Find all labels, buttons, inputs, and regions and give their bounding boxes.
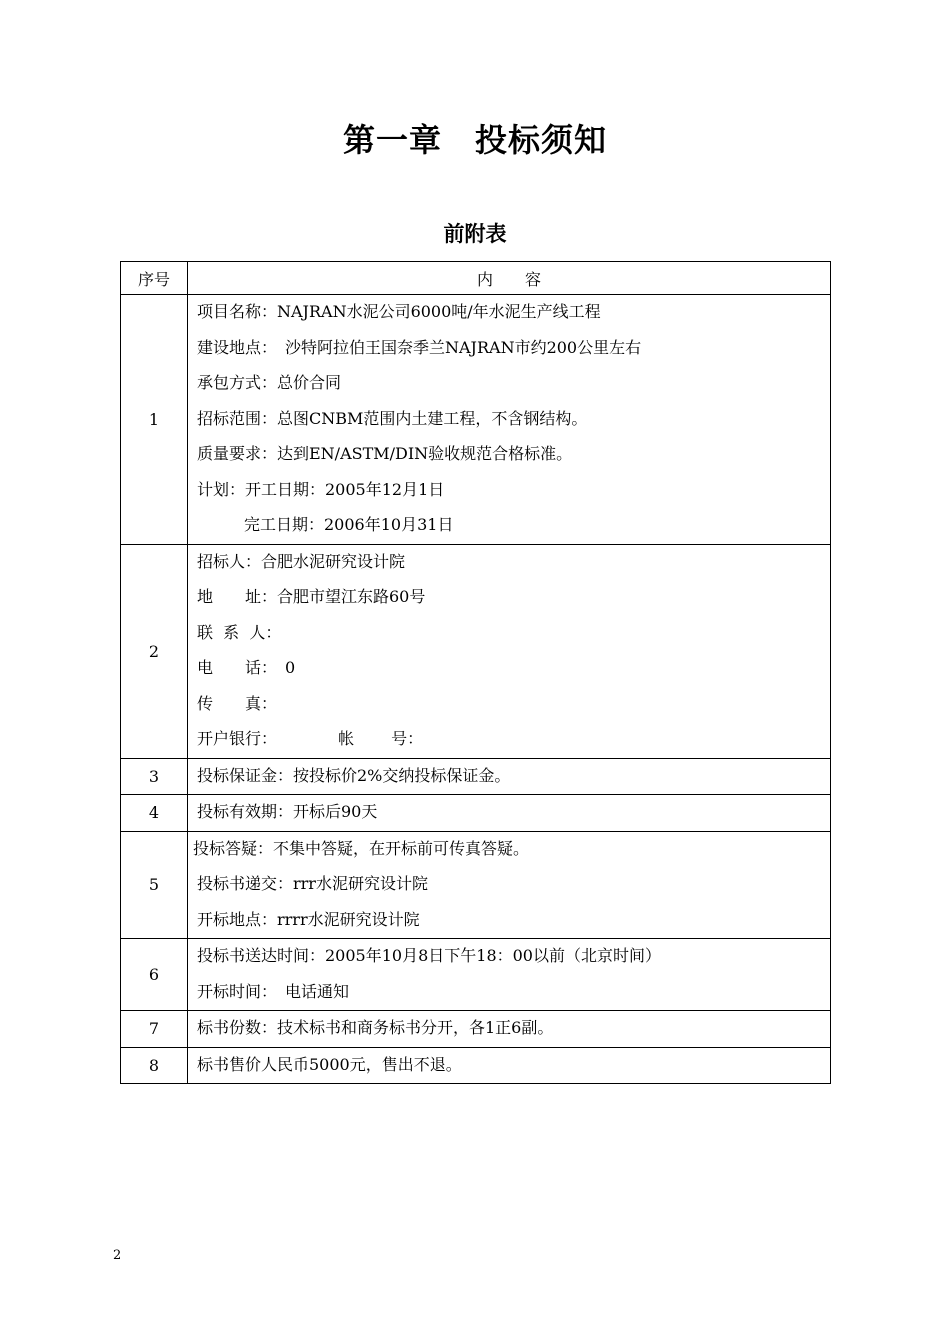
row-content [188,831,831,939]
table-title: 前附表 [443,222,507,246]
bank-line: 开户银行： 帐 号： [197,729,424,748]
bid-validity-line: 投标有效期：开标后90天 [197,802,378,821]
quality-line: 质量要求：达到EN/ASTM/DIN验收规范合格标准。 [197,444,573,463]
tenderer-line: 招标人：合肥水泥研究设计院 [197,551,406,571]
row-number: 7 [121,1011,188,1048]
header-content: 内 容 [188,262,831,295]
row-number: 1 [121,295,188,545]
row-number: 5 [121,831,188,939]
appendix-table [120,261,831,1084]
row-content [188,1011,831,1048]
table-header-row [121,262,831,295]
copies-line: 标书份数：技术标书和商务标书分开，各1正6副。 [197,1018,554,1037]
row-number: 3 [121,758,188,795]
page-number: 2 [113,1248,122,1263]
row-content [188,939,831,1011]
table-row [121,758,831,795]
table-row [121,544,831,758]
clarification-line: 投标答疑：不集中答疑，在开标前可传真答疑。 [193,838,530,858]
project-name-line: 项目名称：NAJRAN水泥公司6000吨/年水泥生产线工程 [197,302,601,321]
table-row [121,1011,831,1048]
chapter-title: 第一章 投标须知 [342,121,607,159]
start-date-line: 计划：开工日期：2005年12月1日 [197,479,445,499]
table-row [121,1047,831,1084]
end-date-line: 完工日期：2006年10月31日 [244,515,454,534]
row-number: 4 [121,795,188,832]
opening-place-line: 开标地点：rrrr水泥研究设计院 [197,909,420,929]
row-content [188,295,831,545]
address-line: 地 址：合肥市望江东路60号 [197,587,426,606]
table-row [121,795,831,832]
bid-bond-line: 投标保证金：按投标价2%交纳投标保证金。 [197,765,511,785]
row-number: 6 [121,939,188,1011]
bid-scope-line: 招标范围：总图CNBM范围内土建工程，不含钢结构。 [197,408,588,428]
row-content [188,758,831,795]
table-row [121,939,831,1011]
opening-time-line: 开标时间： 电话通知 [197,981,350,1001]
header-no: 序号 [121,262,188,295]
fax-line: 传 真： [197,693,278,713]
row-number: 8 [121,1047,188,1084]
table-row [121,295,831,545]
contract-type-line: 承包方式：总价合同 [197,373,342,392]
row-content [188,795,831,832]
contact-line: 联 系 人： [197,622,282,642]
delivery-time-line: 投标书送达时间：2005年10月8日下午18：00以前（北京时间） [197,946,661,965]
row-content [188,544,831,758]
table-row [121,831,831,939]
row-content [188,1047,831,1084]
submission-line: 投标书递交：rrr水泥研究设计院 [197,874,428,893]
construction-site-line: 建设地点： 沙特阿拉伯王国奈季兰NAJRAN市约200公里左右 [197,337,642,357]
phone-line: 电 话： 0 [197,658,296,677]
row-number: 2 [121,544,188,758]
price-line: 标书售价人民币5000元，售出不退。 [197,1054,462,1074]
